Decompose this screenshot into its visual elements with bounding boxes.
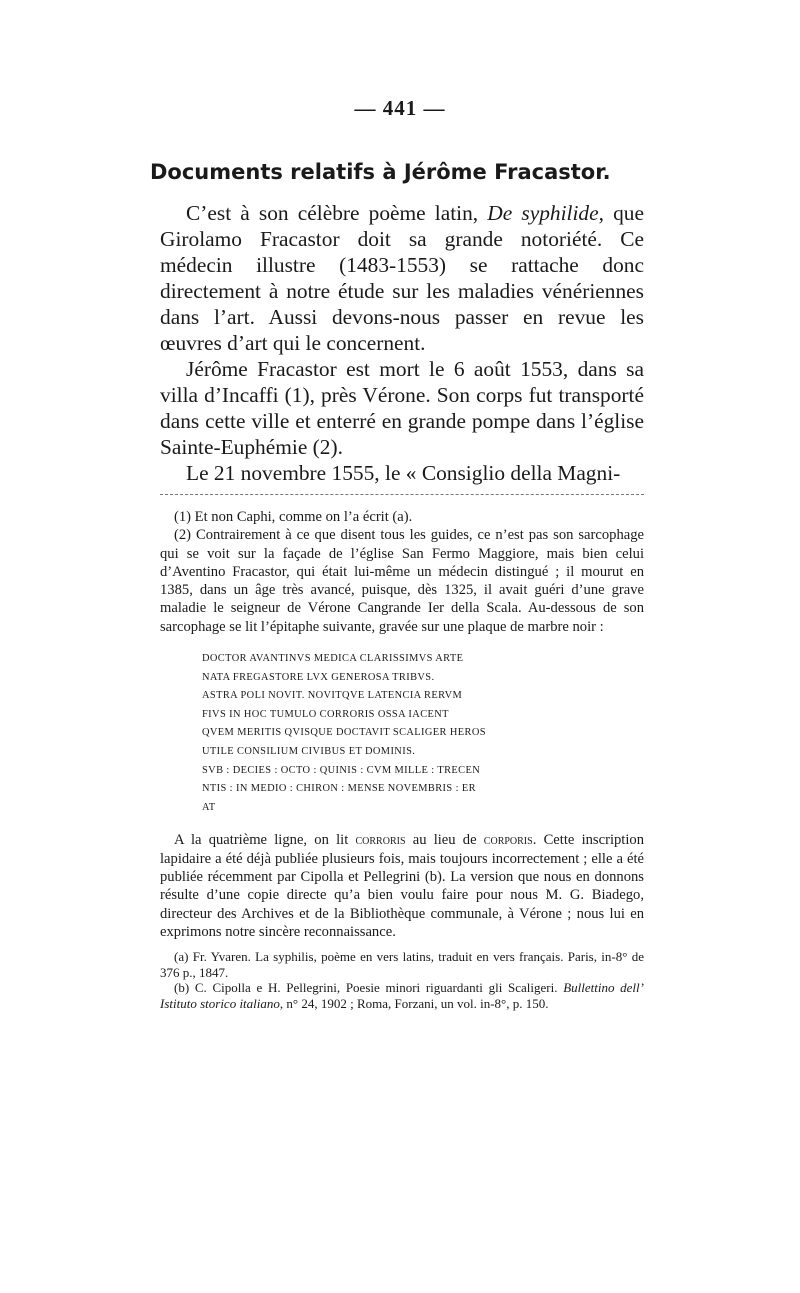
inscription-line: NATA FREGASTORE LVX GENEROSA TRIBVS. — [202, 671, 435, 683]
reference-b-text-end: , n° 24, 1902 ; Roma, Forzani, un vol. in-8°, p. 150. — [279, 995, 549, 1011]
continuation-text-3: . Cette inscription lapidaire a été déjà publiée plusieurs fois, mais toujours incorrectement ; elle a été publiée récemment par Cipolla et Pellegrini (b). La version que nous en donnons résulte d’une copie directe qu’a bien voulu faire pour nous M. G. Biadego, directeur des Archives et de la Bibliothèque communale, à Vérone ; nous lui en exprimons notre sincère reconnaissance. — [160, 832, 644, 940]
reference-b-text-start: (b) C. Cipolla e H. Pellegrini, Poesie minori riguardanti gli Scaligeri. — [174, 980, 564, 996]
footnotes — [160, 508, 644, 1011]
inscription-line: NTIS : IN MEDIO : CHIRON : MENSE NOVEMBRIS : ER — [202, 783, 476, 795]
continuation-text-2: au lieu de — [405, 832, 484, 849]
references — [160, 949, 644, 1011]
epitaph-inscription — [202, 650, 644, 817]
footnote-separator — [160, 494, 644, 495]
inscription-line: SVB : DECIES : OCTO : QUINIS : CVM MILLE : TRECEN — [202, 764, 481, 776]
inscription-line: AT — [202, 801, 216, 813]
word-corporis: corporis — [483, 832, 533, 849]
paragraph-2: Jérôme Fracastor est mort le 6 août 1553, dans sa villa d’Incaffi (1), près Vérone. Son corps fut transporté dans cette ville et enterré en grande pompe dans l’église Sainte-Euphémie (2). — [160, 357, 644, 459]
inscription-line: FIVS IN HOC TUMULO CORRORIS OSSA IACENT — [202, 708, 449, 720]
reference-b — [160, 980, 644, 1011]
main-text — [160, 200, 644, 486]
inscription-line: UTILE CONSILIUM CIVIBUS ET DOMINIS. — [202, 746, 416, 758]
footnote-1: (1) Et non Caphi, comme on l’a écrit (a). — [174, 509, 413, 525]
footnote-2-continuation — [160, 831, 644, 941]
paragraph-1-text-start: C’est à son célèbre poème latin, — [186, 201, 488, 225]
inscription-line: QVEM MERITIS QVISQUE DOCTAVIT SCALIGER HEROS — [202, 727, 486, 739]
poem-title: De syphilide — [487, 201, 599, 225]
footnote-2: (2) Contrairement à ce que disent tous les guides, ce n’est pas son sarcophage qui se voit sur la façade de l’église San Fermo Maggiore, mais bien celui d’Aventino Fracastor, qui était lui-même un médecin distingué ; il mourut en 1385, dans un âge très avancé, puisque, dès 1325, il avait guéri d’une grave maladie le seigneur de Vérone Cangrande Ier della Scala. Au-dessous de son sarcophage se lit l’épitaphe suivante, gravée sur une plaque de marbre noir : — [160, 527, 644, 635]
continuation-text-1: A la quatrième ligne, on lit — [174, 832, 356, 849]
page-number: — 441 — — [354, 96, 446, 120]
paragraph-1 — [160, 200, 644, 356]
inscription-line: ASTRA POLI NOVIT. NOVITQVE LATENCIA RERVM — [202, 690, 463, 702]
journal-title: Bullettino dell’ Istituto storico italiano — [160, 980, 644, 1011]
inscription-line: DOCTOR AVANTINVS MEDICA CLARISSIMVS ARTE — [202, 653, 464, 665]
paragraph-1-text-end: , que Girolamo Fracastor doit sa grande notoriété. Ce médecin illustre (1483-1553) se rattache donc directement à notre étude sur les maladies vénériennes dans l’art. Aussi devons-nous passer en revue les œuvres d’art qui le concernent. — [160, 201, 644, 355]
page-title: Documents relatifs à Jérôme Fracastor. — [150, 160, 611, 184]
word-corroris: corroris — [355, 832, 406, 849]
reference-a: (a) Fr. Yvaren. La syphilis, poème en vers latins, traduit en vers français. Paris, in-8° de 376 p., 1847. — [160, 949, 644, 980]
paragraph-3: Le 21 novembre 1555, le « Consiglio della Magni- — [186, 461, 621, 485]
